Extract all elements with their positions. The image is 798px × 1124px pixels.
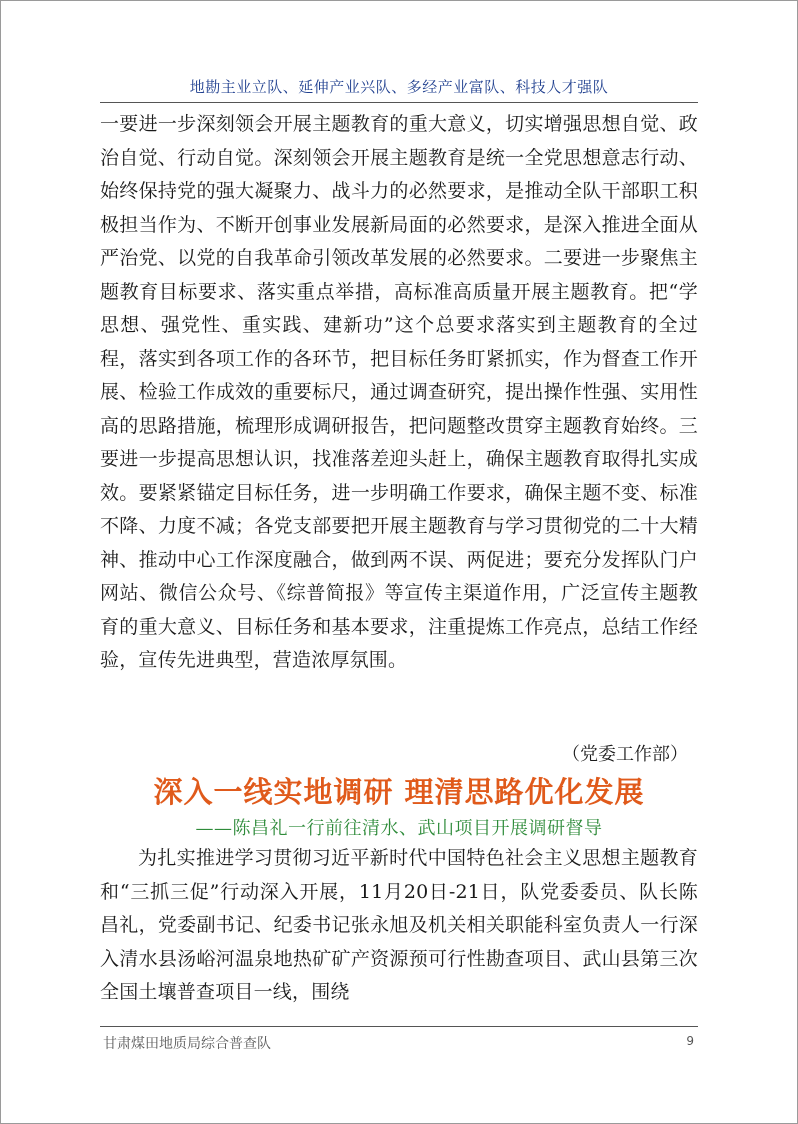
footer-organization: 甘肃煤田地质局综合普查队 — [103, 1036, 271, 1052]
article-title: 深入一线实地调研 理清思路优化发展 — [153, 775, 645, 809]
article-signature: （党委工作部） — [562, 744, 688, 765]
article-subtitle: ——陈昌礼一行前往清水、武山项目开展调研督导 — [195, 818, 603, 839]
header-rule — [100, 102, 698, 103]
previous-article-body: 一要进一步深刻领会开展主题教育的重大意义，切实增强思想自觉、政治自觉、行动自觉。深刻领会开展主题教育是统一全党思想意志行动、始终保持党的强大凝聚力、战斗力的必然要求，是推动全队干部职工积极担当作为、不断开创事业发展新局面的必然要求，是深入推进全面从严治党、以党的自我革命引领改革发展的必然要求。二要进一步聚焦主题教育目标要求、落实重点举措，高标准高质量开展主题教育。把“学思想、强党性、重实践、建新功”这个总要求落实到主题教育的全过程，落实到各项工作的各环节，把目标任务盯紧抓实，作为督查工作开展、检验工作成效的重要标尺，通过调查研究，提出操作性强、实用性高的思路措施，梳理形成调研报告，把问题整改贯穿主题教育始终。三要进一步提高思想认识，找准落差迎头赶上，确保主题教育取得扎实成效。要紧紧锚定目标任务，进一步明确工作要求，确保主题不变、标准不降、力度不减；各党支部要把开展主题教育与学习贯彻党的二十大精神、推动中心工作深度融合，做到两不误、两促进；要充分发挥队门户网站、微信公众号、《综普简报》等宣传主渠道作用，广泛宣传主题教育的重大意义、目标任务和基本要求，注重提炼工作亮点，总结工作经验，宣传先进典型，营造浓厚氛围。 — [100, 113, 698, 671]
page-number: 9 — [686, 1034, 694, 1048]
header-slogan: 地勘主业立队、延伸产业兴队、多经产业富队、科技人才强队 — [189, 78, 609, 96]
page-header — [100, 76, 698, 97]
article-body: 为扎实推进学习贯彻习近平新时代中国特色社会主义思想主题教育和“三抓三促”行动深入开展，11月20日-21日，队党委委员、队长陈昌礼，党委副书记、纪委书记张永旭及机关相关职能科室负责人一行深入清水县汤峪河温泉地热矿矿产资源预可行性勘查项目、武山县第三次全国土壤普查项目一线，围绕 — [100, 847, 698, 1003]
footer-rule — [100, 1026, 698, 1027]
